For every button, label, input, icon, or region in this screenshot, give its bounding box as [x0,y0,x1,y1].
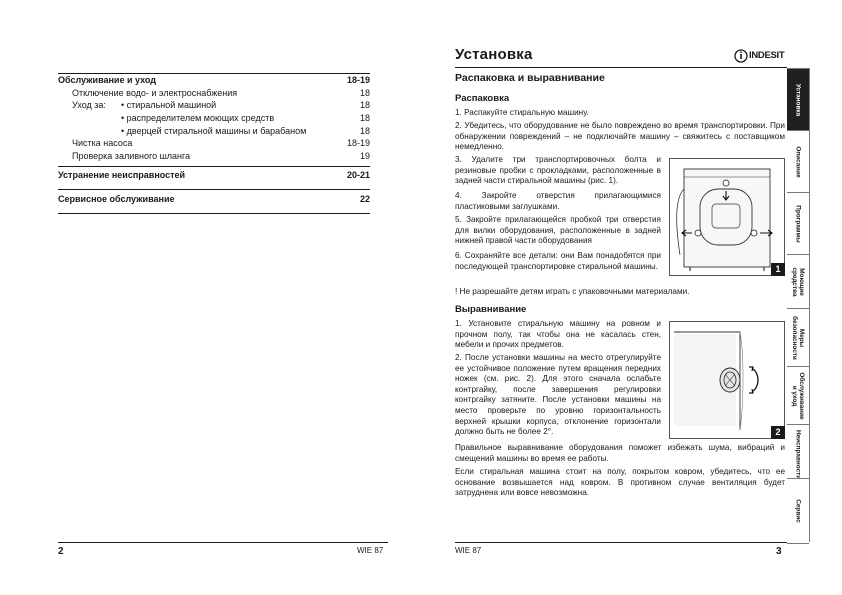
toc-page: 19 [359,151,370,161]
tab-label: Моющие средства [791,267,805,297]
tab-label: Неисправности [794,430,802,480]
model-right: WIE 87 [455,546,482,555]
toc-subtext: • дверцей стиральной машины и барабаном [121,126,307,136]
toc-text: Обслуживание и уход [58,75,156,85]
tab-label: Меры безопасности [791,316,805,360]
title-rule [455,67,787,68]
section-heading: Распаковка и выравнивание [455,72,605,84]
page-number-right: 3 [776,546,782,557]
tab-description[interactable] [787,130,809,193]
toc-row[interactable] [58,150,370,162]
toc-page: 18 [359,100,370,110]
toc-row[interactable] [58,87,370,99]
model-left: WIE 87 [357,546,384,555]
right-footer-rule [455,542,787,543]
unpacking-warning: ! Не разрешайте детям играть с упаковочными материалами. [455,287,690,296]
levelling-heading: Выравнивание [455,304,527,315]
adjustable-foot-illustration [670,322,784,438]
tab-label: Описание [794,146,802,178]
tab-troubleshooting[interactable] [787,424,809,479]
toc-page: 18 [359,88,370,98]
toc-subtext: • распределителем моющих средств [121,113,275,123]
unpacking-step-2: 2. Убедитесь, что оборудование не было повреждено во время транспортировки. При обнаружении повреждений – не подключайте машину – свяжитесь с поставщиком немедленно. [455,121,785,152]
toc-page: 18-19 [346,138,370,148]
figure-1-label: 1 [771,263,785,276]
unpacking-step-4: 4. Закройте отверстия прилагающимися пластиковыми заглушками. [455,191,661,211]
figure-2-foot-adjust [669,321,785,439]
brand-name: INDESIT [749,50,785,61]
tab-label: Сервис [794,499,802,523]
toc-page: 18 [359,126,370,136]
tab-installation[interactable] [787,68,809,131]
toc-subtext: • стиральной машиной [121,100,217,110]
toc-row[interactable] [58,125,370,137]
toc-row[interactable] [58,137,370,149]
toc-row[interactable] [58,193,370,205]
toc-page: 18 [359,113,370,123]
levelling-note-2: Если стиральная машина стоит на полу, покрытом ковром, убедитесь, что ее основание возвышается над ковром. В противном случае вентиляция будет затруднена или вовсе невозможна. [455,467,785,498]
tab-maintenance[interactable] [787,366,809,425]
unpacking-step-6: 6. Сохраняйте все детали: они Вам понадобятся при последующей транспортировке стиральной машины. [455,251,661,271]
levelling-step-1: 1. Установите стиральную машину на ровном и прочном полу, так чтобы она не касалась стен, мебели и прочих предметов. [455,319,661,350]
toc-divider [58,166,370,167]
toc-row[interactable] [58,74,370,86]
tab-label: Обслуживание и уход [791,372,805,420]
tab-label: Установка [794,83,802,117]
left-footer-rule [58,542,388,543]
toc-page: 20-21 [346,170,370,180]
toc-divider [58,189,370,190]
page-number-left: 2 [58,546,64,557]
toc-row[interactable] [58,99,370,111]
tab-safety[interactable] [787,308,809,367]
washing-machine-back-illustration [670,159,784,275]
toc-row[interactable] [58,169,370,181]
figure-1-back-view [669,158,785,276]
tab-service[interactable] [787,478,809,544]
page-title: Установка [455,46,533,63]
toc-text: Уход за: [72,100,106,110]
levelling-step-2: 2. После установки машины на место отрегулируйте ее устойчивое положение путем вращения передних ножек (см. рис. 2). Для этого сначала ослабьте контргайку, после завершения регулировки контргайку затяните. После установки машины на место проверьте по уровню горизонтальность верхней крышки корпуса, отклонение горизонтали должно быть не более 2°. [455,353,661,437]
toc-text: Устранение неисправностей [58,170,186,180]
toc-text: Отключение водо- и электроснабжения [72,88,238,98]
figure-2-label: 2 [771,426,785,439]
toc-page: 22 [359,194,370,204]
tab-programs[interactable] [787,192,809,255]
unpacking-step-5: 5. Закройте прилагающейся пробкой три отверстия для вилки оборудования, расположенные в задней нижней правой части оборудования [455,215,661,246]
toc-divider [58,213,370,214]
toc-text: Чистка насоса [72,138,133,148]
toc-text: Сервисное обслуживание [58,194,175,204]
toc-page: 18-19 [346,75,370,85]
levelling-note-1: Правильное выравнивание оборудования поможет избежать шума, вибраций и смещений машины во время ее работы. [455,443,785,463]
unpacking-step-3: 3. Удалите три транспортировочных болта и резиновые пробки с прокладками, расположенные в задней части стиральной машины (рис. 1). [455,155,661,186]
toc-text: Проверка заливного шланга [72,151,191,161]
tab-detergents[interactable] [787,254,809,309]
toc-row[interactable] [58,112,370,124]
tab-label: Программы [794,205,802,243]
unpacking-heading: Распаковка [455,93,510,104]
tabs-edge [809,68,810,542]
unpacking-step-1: 1. Распакуйте стиральную машину. [455,108,589,117]
